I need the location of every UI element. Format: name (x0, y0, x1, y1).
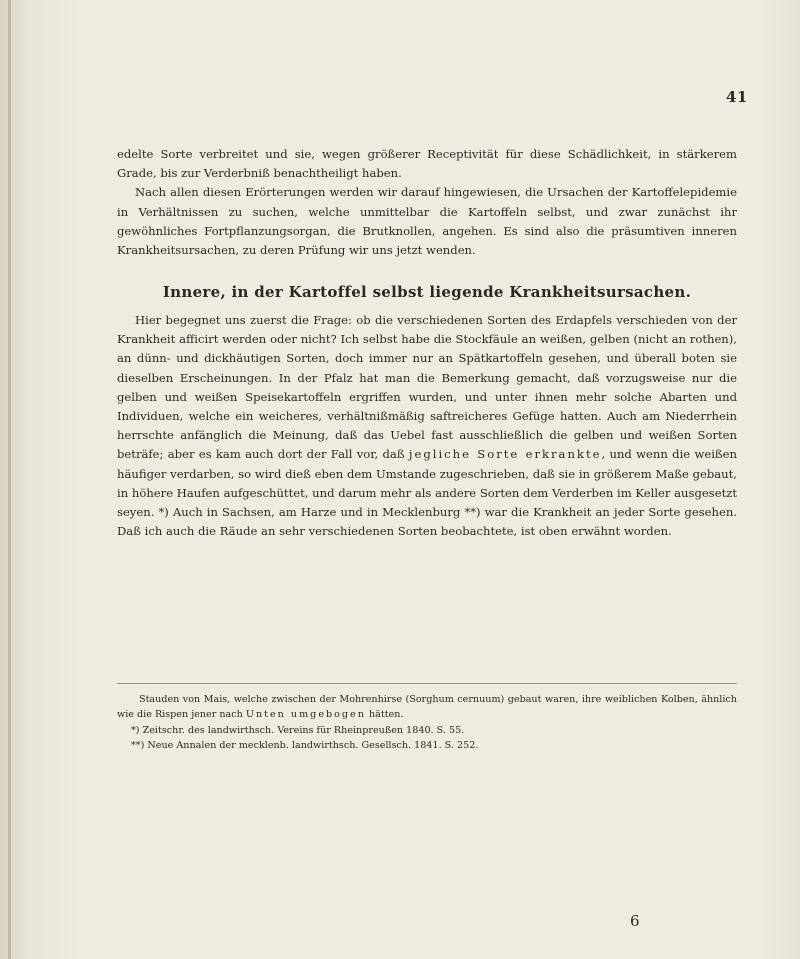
page-number: 41 (726, 88, 748, 106)
binding-edge (8, 0, 11, 959)
intro-paragraph-1: edelte Sorte verbreitet und sie, wegen größerer Receptivität für diese Schädlichkeit, in stärkerem Grade, bis zur Verderbniß benachtheiligt haben. (117, 147, 737, 181)
intro-paragraph-2: Nach allen diesen Erörterungen werden wir darauf hingewiesen, die Ursachen der Kartoffelepidemie in Verhältnissen zu suchen, welche unmittelbar die Kartoffeln selbst, und zwar zunächst ihr gewöhnliches Fortpflanzungsorgan, die Brutknollen, angehen. Es sind also die präsumtiven inneren Krankheitsursachen, zu deren Prüfung wir uns jetzt wenden. (117, 185, 737, 258)
footnote-emphasis: Unten umgebogen (245, 709, 366, 721)
emphasis-text: jegliche Sorte erkrankte (408, 447, 602, 462)
printer-signature: 6 (630, 912, 640, 930)
footnote-continued-b: hätten. (368, 709, 404, 721)
section-text (117, 311, 737, 541)
footnote-2: **) Neue Annalen der mecklenb. landwirthsch. Gesellsch. 1841. S. 252. (131, 739, 479, 751)
section-paragraph-1a: Hier begegnet uns zuerst die Frage: ob die verschiedenen Sorten des Erdapfels verschieden von der Krankheit afficirt werden oder nicht? Ich selbst habe die Stockfäule an weißen, gelben (nicht an rothen), an dünn- und dickhäutigen Sorten, doch immer nur an Spätkartoffeln gesehen, und überall boten sie dieselben Erscheinungen. In der Pfalz hat man die Bemerkung gemacht, daß vorzugsweise nur die gelben und weißen Speisekartoffeln ergriffen wurden, und unter ihnen mehr solche Abarten und Individuen, welche ein weicheres, verhältnißmäßig saftreicheres Gefüge hatten. Auch am Niederrhein herrschte anfänglich die Meinung, daß das Uebel fast ausschließlich die gelben und weißen Sorten beträfe; aber es kam auch dort der Fall vor, daß (117, 313, 737, 462)
footnote-continued (117, 692, 737, 723)
footnote-continued-a: Stauden von Mais, welche zwischen der Mohrenhirse (Sorghum cernuum) gebaut waren, ihre weiblichen Kolben, ähnlich wie die Rispen jener nach (117, 694, 737, 721)
section-heading: Innere, in der Kartoffel selbst liegende Krankheitsursachen. (162, 283, 692, 301)
footnote-1: *) Zeitschr. des landwirthsch. Vereins für Rheinpreußen 1840. S. 55. (131, 724, 465, 736)
footnote-divider (117, 683, 737, 684)
intro-text (117, 145, 737, 260)
section-paragraph-1b: , und wenn die weißen häufiger verdarben, so wird dieß eben dem Umstande zugeschrieben, daß sie in größerem Maße gebaut, in höhere Haufen aufgeschüttet, und darum mehr als andere Sorten dem Verderben im Keller ausgesetzt seyen. *) Auch in Sachsen, am Harze und in Mecklenburg **) war die Krankheit an jeder Sorte gesehen. Daß ich auch die Räude an sehr verschiedenen Sorten beobachtete, ist oben erwähnt worden. (117, 447, 738, 539)
footnotes (117, 692, 737, 753)
section-paragraph-1 (117, 311, 737, 541)
